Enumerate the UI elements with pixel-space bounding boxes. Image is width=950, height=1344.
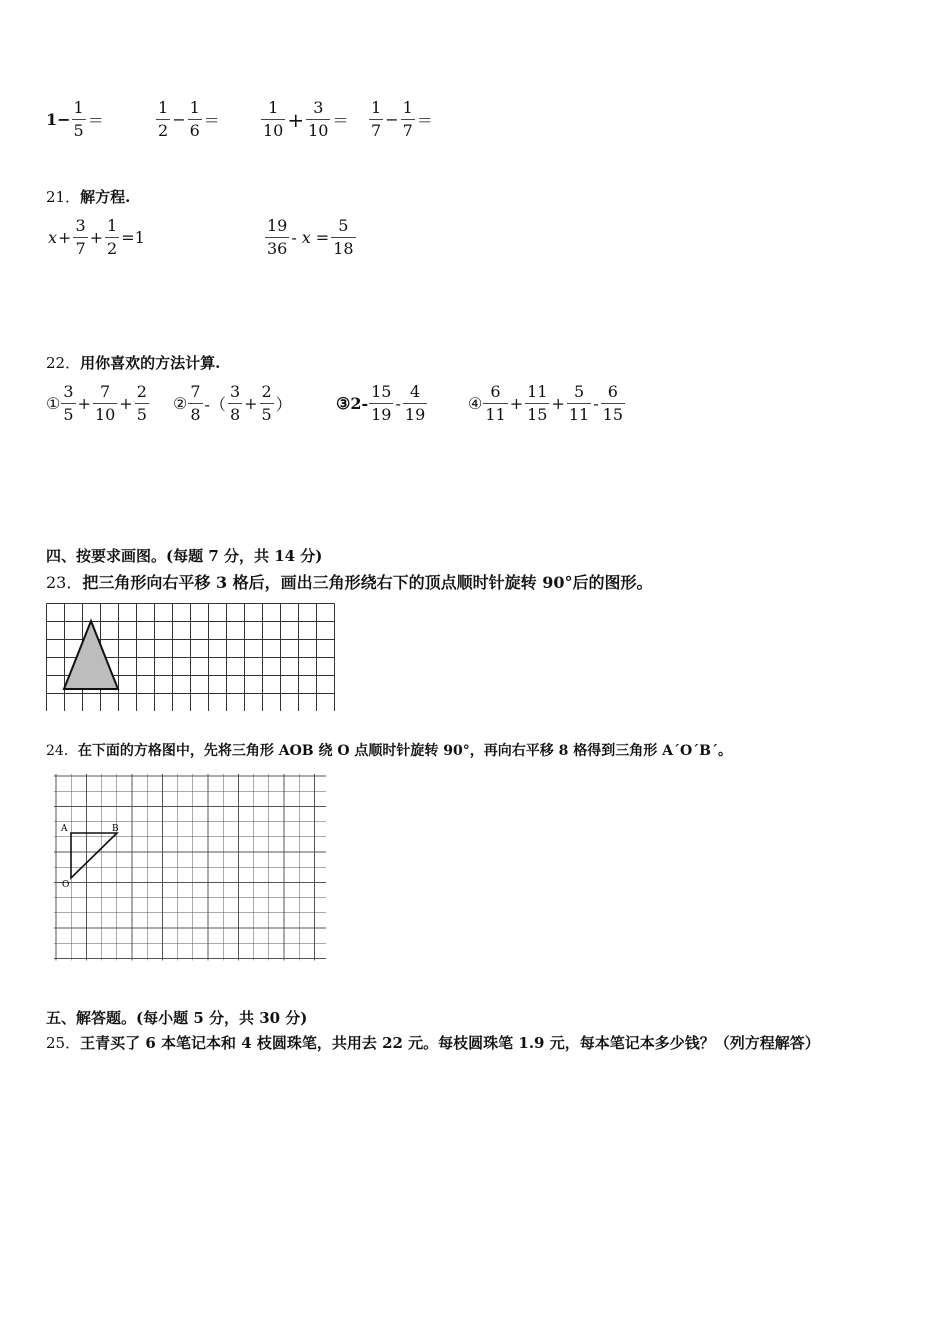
fraction: $\frac{1}{7}$ (371, 98, 382, 140)
expr-lead: 1− (46, 110, 71, 129)
question-number: 21． (46, 188, 81, 206)
operator: + (77, 394, 91, 413)
operator: + (287, 107, 305, 132)
q21-equation-1 (48, 218, 146, 257)
q24-grid (46, 772, 326, 968)
operator: + (58, 228, 72, 247)
fraction: $\frac{1}{7}$ (402, 98, 413, 140)
operator: + (119, 394, 133, 413)
question-number: 25． (46, 1034, 81, 1052)
label-o: O (62, 880, 70, 890)
operator: + (551, 394, 565, 413)
fraction: $\frac{1}{2}$ (107, 216, 118, 258)
q22-problem-3 (336, 384, 428, 423)
question-body: 在下面的方格图中，先将三角形 AOB 绕 O 点顺时针旋转 90°，再向右平移 8 格得到三角形 A´O´B´。 (77, 743, 733, 759)
question-number: 22． (46, 354, 81, 372)
equals-sign: ＝ (203, 111, 220, 130)
fraction: $\frac{5}{11}$ (568, 382, 590, 424)
q25-text (46, 1032, 820, 1053)
variable-x: x (301, 228, 311, 247)
q22-problem-1 (46, 384, 150, 423)
operator: + (89, 228, 104, 247)
fraction: $\frac{1}{2}$ (158, 98, 169, 140)
expr-half-minus-sixth (155, 100, 221, 139)
q24-text (46, 740, 732, 760)
close-paren: ） (275, 395, 292, 414)
q23-grid (46, 603, 336, 711)
fraction: $\frac{3}{5}$ (63, 382, 74, 424)
operator: - (593, 394, 599, 413)
section-5-title: 五、解答题。(每小题 5 分，共 30 分) (46, 1009, 308, 1027)
fraction: $\frac{1}{10}$ (263, 98, 284, 140)
question-number: 24． (46, 743, 78, 759)
fraction: $\frac{19}{36}$ (267, 216, 288, 258)
question-title: 用你喜欢的方法计算. (80, 354, 221, 372)
operator: + (509, 394, 524, 413)
fraction: $\frac{5}{18}$ (333, 216, 354, 258)
expr-sevenths-diff (368, 100, 434, 139)
question-number: 23． (46, 573, 83, 592)
triangle-aob (71, 833, 117, 878)
rhs: =1 (121, 228, 145, 247)
label-a: A (61, 824, 68, 834)
operator: − (385, 110, 399, 129)
fraction: $\frac{2}{5}$ (136, 382, 147, 424)
fraction: $\frac{6}{11}$ (485, 382, 506, 424)
question-title: 解方程. (80, 188, 131, 206)
circled-number-4: ④ (468, 394, 483, 413)
fraction: $\frac{7}{10}$ (94, 382, 116, 424)
circled-number-3: ③ (336, 394, 351, 413)
equals-sign: ＝ (87, 111, 104, 130)
operator: − (172, 110, 186, 129)
fraction: $\frac{11}{15}$ (527, 382, 548, 424)
expr-1-minus-one-fifth (46, 100, 105, 139)
operator: - (291, 228, 297, 247)
q21-equation-2 (264, 218, 357, 257)
operator: - (395, 394, 401, 413)
q22-problem-2 (173, 384, 293, 423)
q23-text (46, 570, 653, 593)
fraction: $\frac{3}{8}$ (229, 382, 241, 424)
question-body: 把三角形向右平移 3 格后，画出三角形绕右下的顶点顺时针旋转 90°后的图形。 (82, 573, 653, 592)
operator: + (244, 394, 258, 413)
circled-number-1: ① (46, 394, 61, 413)
q22-problem-4 (468, 384, 626, 423)
equals-sign: ＝ (416, 111, 433, 130)
circled-number-2: ② (173, 394, 188, 413)
q22-heading (46, 352, 220, 373)
fraction: $\frac{3}{7}$ (75, 216, 86, 258)
fraction: $\frac{6}{15}$ (602, 382, 623, 424)
expr-lead: 2- (350, 394, 369, 413)
expr-tenths-sum (260, 100, 350, 139)
operator: -（ (204, 395, 226, 414)
q21-heading (46, 186, 130, 207)
fraction: $\frac{7}{8}$ (190, 382, 201, 424)
shaded-triangle (64, 621, 118, 689)
fraction: $\frac{2}{5}$ (261, 382, 272, 424)
section-4-title: 四、按要求画图。(每题 7 分，共 14 分) (46, 547, 323, 565)
variable-x: x (48, 228, 58, 247)
equals-sign: ＝ (332, 111, 349, 130)
label-b: B (112, 824, 119, 834)
grid-lines (54, 774, 326, 960)
fraction: $\frac{1}{5}$ (73, 98, 84, 140)
fraction: $\frac{1}{6}$ (189, 98, 200, 140)
fraction: $\frac{4}{19}$ (404, 382, 426, 424)
question-body: 王青买了 6 本笔记本和 4 枝圆珠笔，共用去 22 元。每枝圆珠笔 1.9 元，每本笔记本多少钱？（列方程解答） (80, 1034, 820, 1052)
fraction: $\frac{3}{10}$ (308, 98, 329, 140)
fraction: $\frac{15}{19}$ (371, 382, 392, 424)
equals-sign: = (315, 228, 330, 247)
